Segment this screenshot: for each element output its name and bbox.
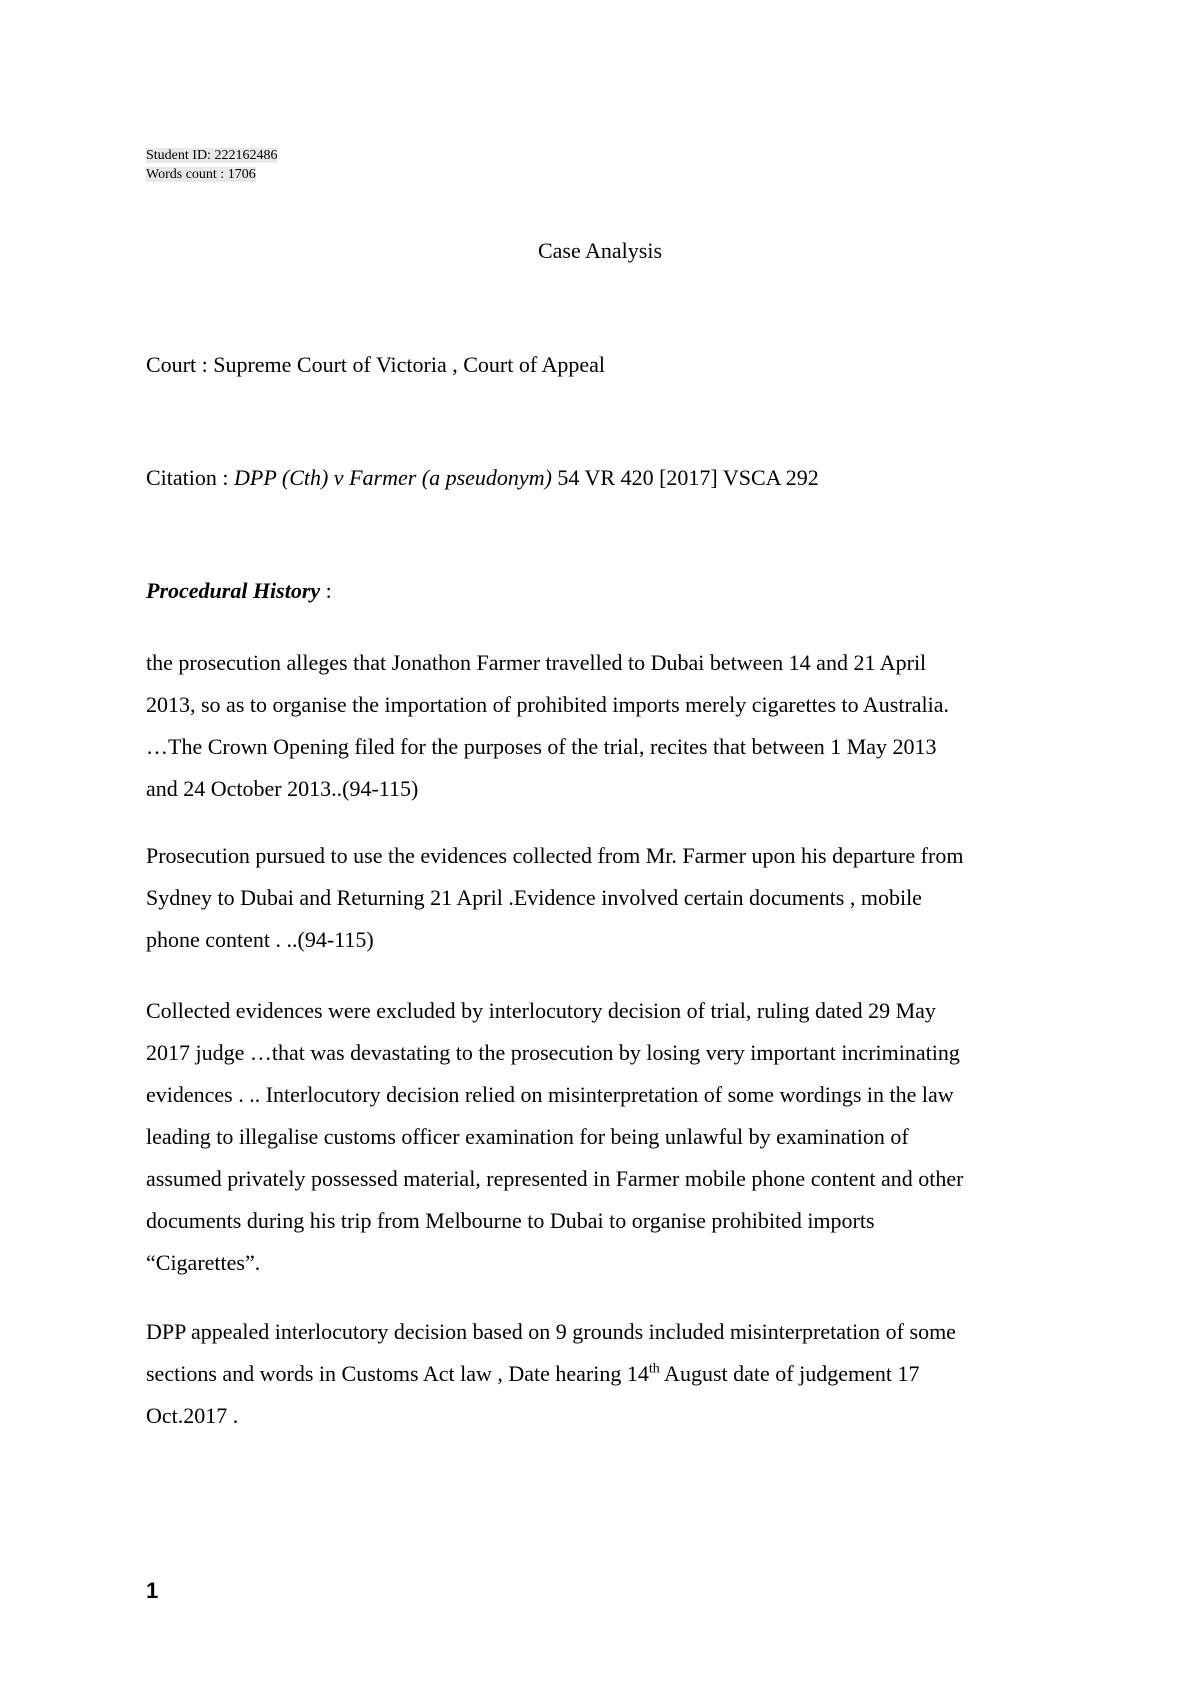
procedural-history-heading: Procedural History : — [146, 578, 332, 603]
student-id: Student ID: 222162486 — [146, 148, 278, 163]
citation-prefix: Citation : — [146, 465, 234, 490]
paragraph-line: documents during his trip from Melbourne to Dubai to organise prohibited imports — [146, 1208, 875, 1233]
document-title: Case Analysis — [537, 238, 663, 263]
paragraph-line: 2017 judge …that was devastating to the prosecution by losing very important incriminating — [146, 1040, 960, 1065]
paragraph-line: evidences . .. Interlocutory decision relied on misinterpretation of some wordings in the law — [146, 1082, 954, 1107]
paragraph-line: sections and words in Customs Act law , Date hearing 14th August date of judgement 17 — [146, 1361, 920, 1386]
paragraph-1 — [146, 642, 1066, 810]
ordinal-superscript: th — [648, 1361, 660, 1377]
court-line: Court : Supreme Court of Victoria , Court of Appeal — [146, 352, 605, 377]
paragraph-line: 2013, so as to organise the importation of prohibited imports merely cigarettes to Australia. — [146, 692, 950, 717]
citation-case-name: DPP (Cth) v Farmer (a pseudonym) — [234, 465, 552, 490]
paragraph-line: Collected evidences were excluded by interlocutory decision of trial, ruling dated 29 May — [146, 998, 936, 1023]
paragraph-line: “Cigarettes”. — [146, 1250, 261, 1275]
paragraph-4 — [146, 1311, 1066, 1437]
paragraph-line: leading to illegalise customs officer examination for being unlawful by examination of — [146, 1124, 909, 1149]
student-meta — [146, 146, 277, 184]
words-count: Words count : 1706 — [146, 167, 256, 182]
paragraph-2 — [146, 835, 1066, 961]
paragraph-line: …The Crown Opening filed for the purposes of the trial, recites that between 1 May 2013 — [146, 734, 937, 759]
paragraph-line: the prosecution alleges that Jonathon Farmer travelled to Dubai between 14 and 21 April — [146, 650, 927, 675]
paragraph-3 — [146, 990, 1066, 1284]
paragraph-line: assumed privately possessed material, represented in Farmer mobile phone content and other — [146, 1166, 964, 1191]
paragraph-line: phone content . ..(94-115) — [146, 927, 374, 952]
paragraph-line: Prosecution pursued to use the evidences collected from Mr. Farmer upon his departure from — [146, 843, 964, 868]
citation-line — [146, 465, 819, 491]
page-number: 1 — [146, 1578, 159, 1603]
paragraph-line: Sydney to Dubai and Returning 21 April .Evidence involved certain documents , mobile — [146, 885, 922, 910]
paragraph-line: Oct.2017 . — [146, 1403, 239, 1428]
paragraph-line: DPP appealed interlocutory decision based on 9 grounds included misinterpretation of some — [146, 1319, 956, 1344]
citation-reference: 54 VR 420 [2017] VSCA 292 — [551, 465, 819, 490]
paragraph-line: and 24 October 2013..(94-115) — [146, 776, 419, 801]
